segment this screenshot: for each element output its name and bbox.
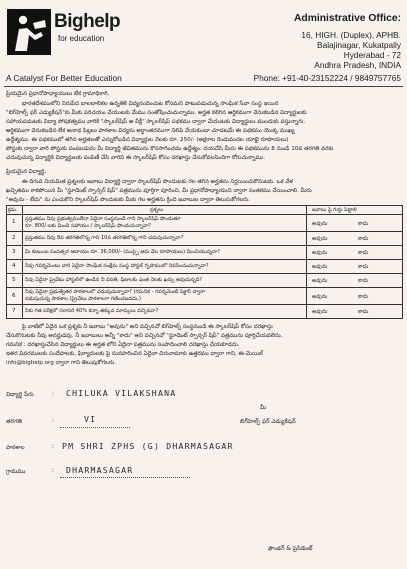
row-number: 6 xyxy=(12,293,16,299)
col-question-header: ప్రశ్నలు xyxy=(150,207,164,213)
answer-yes[interactable]: అవును xyxy=(312,264,328,270)
row-number: 2 xyxy=(12,235,16,241)
scholarship-letter: Bighelp for education A Catalyst For Better Education Administrative Office: 16, HIGH. (Duplex), APHB. Balajinagar, Kukatpally Hyderabad - 72 Andhra Pradesh, INDIA Phone: +91-40-23152224 / 9849757765 ప్రియమైన ప్రధానోపాధ్యాయులు లేక గ్రామాధికారి, భారతదేశములోని నిరుపేద బాలబాలికల ఉన్నతికి విద్యనందించుట కోసమని పాటుపడుచున్న సాంఘిక సేవా సంస్థ ఇయిన "బిగ్‌హెల్ప్ ఫర్ ఎడ్యుకేషన్"కు మీకు పరిచయం చేయుటకు మేము సంతోషించుచున్నాము. అర్హత కలిగిన ఆర్థికముగా వెనుకబడిన విద్యార్థులకు సహాయపడుటకు విద్యా పోషకత్వము వారికి "స్కాలర్‌షిప్ ఆ వీక్లీ" స్కాలర్‌షిప్ పథకము ద్వారా చేయుటకు విద్యార్థులు ముందుకు వస్తున్నారు. ఆర్థికముగా వెనుకబడిన లేక అనాథ పిల్లలు పాఠశాల విద్యను అర్థాంతరముగా నిలిపి వేయకుండా చూడటమే ఈ పథకము యొక్క ముఖ్య ఉద్దేశ్యము. ఈ పథకములో తగిన అర్హతలతో ఎన్నుకోబడిన విద్యార్థుల నెలకు రూ. 250/- (అక్షరాల రెండువందల యాభై రూపాయలు) పోస్టుకు ద్వారా వారి పోస్టుకు పంపబడును మీ విద్యార్థి జీవితమును కొనసాగించడం ఉద్దేశ్యం. దయచేసి మీరు ఈ పథకమును 8 నుండి 10వ తరగతి వరకు చదువుచున్న విద్యార్థికి విద్యార్థులకు పంపిణీ చేసి వారిని ఈ స్కాలర్‌షిప్ కోసం దరఖాస్తు చేసుకోవలసిందిగా కోరుచున్నాము. ప్రియమైన విద్యార్థి, ఈ దిగువ నియమిత ప్రశ్నలకు జవాబు విద్యార్థి ద్వారా స్కాలర్‌షిప్ పొందుటకు గల తగిన అర్హతను నిర్ణయించుకొనుటకు. ఒక వేళ ఖచ్చితము కాకపోయిన మీ "స్టూడెంట్ స్పాన్సర్ షిప్" పత్రమును పూర్తిగా పూరించి, మీ ప్రధానోపాధ్యాయుని ద్వారా సంతకము చేయించాలి. మీరు "అవును - లేదు" ను ఎంచుకొని స్కాలర్‌షిప్ పొందుటకు మీకు గల అర్హతను క్రింది జవాబుల ద్వారా తెలుసుకోగలరు. క్రమ. ప్రశ్నలు జవాబు పై గుర్తు పెట్టాలి 1 ప్రస్తుతము నీవు ప్రభుత్వములేదా ఏదైనా సంస్థనుండి గాని స్కాలర్‌షిప్ పొందుతూ రూ. 800/-లకు మించి సహాయం / స్కాలర్‌షిప్ పొందుచున్నావా? అవును కాదు 2 ప్రస్తుతము నీవు 8వ తరగతిలోన్న గాని 10వ తరగతిలోన్న గాని చదువుచున్నావా? అవును కాదు 3 మీ కుటుంబ సంవత్సర ఆదాయం రూ. 36,000/- (ముప్పై ఆరు వేల రూపాయలు) మించియున్నదా? అవును కాదు 4 నీవు గవర్నమెంటు వారి ఏదైనా సాంఘిక సంక్షేమ సంస్థ హాస్టల్ గృహములో నివసించుచున్నావా? అవును కాదు 5 నీవు ఏదైనా ప్రైవేటు హాస్టల్‌లో ఉండిన నీ వసతి, ఫీజులకు ఎంత నెలకు ఖర్చు అవుచున్నది? అవును కాదు 6 నీవు ఏదైనా ప్రభుత్వేతర పాఠశాలలో చదువుచున్నావా? (గమనిక - గవర్నమెంట్ సెక్టార్ ద్వారా నడుపుచున్న పాఠశాల (ప్రైవేటు పాఠశాలగా గణించబడదు.) అవును కాదు 7 నీకు గత పరీక్షలో సరాసరి 40% కన్నా తక్కువ మార్కులు వచ్చినవా? అవును కాదు పై వాటిలో ఏదైన ఒక ప్రశ్నకు నీ జవాబు "అవును" అని వచ్చినచో బిగ్‌హెల్ప్ సంస్థనుండి ఈ స్కాలర్‌షిప్ కోసం దరఖాస్తు చేసుకొనుటకు నీవు అనర్హుడవు. నీ జవాబులు అన్నీ "కాదు" అని వచ్చినచో "స్టూడెంట్ స్పాన్సర్ షిప్" పత్రమును పూర్తిచేయవలెను. గమనిక : దరఖాస్తుచేసిన విద్యార్థులు ఈ అర్హత లోని ఏదైనా పత్రమును సంపాదించాలి దరఖాస్తు చేయకూడదు. ఇతర వివరములకు సందేహలకు, ఫిర్యాదులకు పై నుదహరించిన ఏదైనా చిరునామాకు ఉత్తరము ద్వారా గాని, ఈ-మెయిల్ info@bighelp.org ద్వారా గాని తెలుపుకోగలరు. విద్యార్థి పేరు : CHILUKA VILAKSHANA మీ తరగతి : VI బిగ్‌హెల్ప్ ఫర్ ఎడ్యుకేషన్ పాఠశాల : PM SHRI ZPHS (G) DHARMASAGAR గ్రామము : DHARMASAGAR ఫౌండర్ & ప్రెసిడెంట్ xyxy=(0,0,407,569)
salutation-parents: ప్రియమైన ప్రధానోపాధ్యాయులు లేక గ్రామాధికారి, xyxy=(6,91,110,97)
bighelp-logo-icon xyxy=(5,7,53,57)
answer-no[interactable]: కాదు xyxy=(358,264,369,270)
answer-no[interactable]: కాదు xyxy=(358,221,369,227)
instruction-line: ఖచ్చితము కాకపోయిన మీ "స్టూడెంట్ స్పాన్సర్ షిప్" పత్రమును పూర్తిగా పూరించి, మీ ప్రధానోపాధ్యాయుని ద్వారా సంతకము చేయించాలి. మీరు xyxy=(6,188,312,194)
answer-no[interactable]: కాదు xyxy=(358,294,369,300)
closing-line: గమనిక : దరఖాస్తుచేసిన విద్యార్థులు ఈ అర్హత లోని ఏదైనా పత్రమును సంపాదించాలి దరఖాస్తు చేయకూడదు. xyxy=(6,342,240,348)
student-name-label: విద్యార్థి పేరు xyxy=(6,392,34,398)
answer-yes[interactable]: అవును xyxy=(312,236,328,242)
answer-no[interactable]: కాదు xyxy=(358,278,369,284)
intro-line: ఆర్థికముగా వెనుకబడిన లేక అనాథ పిల్లలు పాఠశాల విద్యను అర్థాంతరముగా నిలిపి వేయకుండా చూడటమే ఈ పథకము యొక్క ముఖ్య xyxy=(6,128,295,134)
row-number: 5 xyxy=(12,277,16,283)
office-title: Administrative Office: xyxy=(294,13,401,24)
class-label: తరగతి xyxy=(6,419,22,425)
founder-title: ఫౌండర్ & ప్రెసిడెంట్ xyxy=(268,546,313,552)
address-line: Hyderabad - 72 xyxy=(343,50,401,60)
village-label: గ్రామము xyxy=(6,469,26,475)
closing-line: చేసుకొనుటకు నీవు అనర్హుడవు. నీ జవాబులు అన్నీ "కాదు" అని వచ్చినచో "స్టూడెంట్ స్పాన్సర్ షిప్" పత్రమును పూర్తిచేయవలెను. xyxy=(6,333,283,339)
address-line: Andhra Pradesh, INDIA xyxy=(314,60,401,70)
answer-yes[interactable]: అవును xyxy=(312,250,328,256)
question-line: నీవు గవర్నమెంటు వారి ఏదైనా సాంఘిక సంక్షేమ సంస్థ హాస్టల్ గృహములో నివసించుచున్నావా? xyxy=(25,263,209,269)
contact-email-line: info@bighelp.org ద్వారా గాని తెలుపుకోగలరు. xyxy=(6,360,117,366)
question-line: ప్రస్తుతము నీవు ప్రభుత్వములేదా ఏదైనా సంస్థనుండి గాని స్కాలర్‌షిప్ పొందుతూ xyxy=(25,216,181,222)
closing-line: పై వాటిలో ఏదైన ఒక ప్రశ్నకు నీ జవాబు "అవును" అని వచ్చినచో బిగ్‌హెల్ప్ సంస్థనుండి ఈ స్కాలర్‌షిప్ కోసం దరఖాస్తు xyxy=(22,324,273,330)
answer-yes[interactable]: అవును xyxy=(312,309,328,315)
closing-line: ఇతర వివరములకు సందేహలకు, ఫిర్యాదులకు పై నుదహరించిన ఏదైనా చిరునామాకు ఉత్తరము ద్వారా గాని, ఈ-మెయిల్ xyxy=(6,351,264,357)
answer-no[interactable]: కాదు xyxy=(358,309,369,315)
org-signature: బిగ్‌హెల్ప్ ఫర్ ఎడ్యుకేషన్ xyxy=(240,419,296,425)
header-divider xyxy=(4,86,403,87)
instruction-line: ఈ దిగువ నియమిత ప్రశ్నలకు జవాబు విద్యార్థి ద్వారా స్కాలర్‌షిప్ పొందుటకు గల తగిన అర్హతను నిర్ణయించుకొనుటకు. ఒక వేళ xyxy=(22,179,294,185)
question-line: నీవు ఏదైనా ప్రైవేటు హాస్టల్‌లో ఉండిన నీ వసతి, ఫీజులకు ఎంత నెలకు ఖర్చు అవుచున్నది? xyxy=(25,277,203,283)
intro-line: "బిగ్‌హెల్ప్ ఫర్ ఎడ్యుకేషన్"కు మీకు పరిచయం చేయుటకు మేము సంతోషించుచున్నాము. అర్హత కలిగిన ఆర్థికముగా వెనుకబడిన విద్యార్థులకు xyxy=(6,110,307,116)
intro-line: పోస్టుకు ద్వారా వారి పోస్టుకు పంపబడును మీ విద్యార్థి జీవితమును కొనసాగించడం ఉద్దేశ్యం. దయచేసి మీరు ఈ పథకమును 8 నుండి 10వ తరగతి వరకు xyxy=(6,146,334,152)
address-line: 16, HIGH. (Duplex), APHB. xyxy=(301,30,401,40)
village-value[interactable]: DHARMASAGAR xyxy=(66,465,134,475)
tagline: A Catalyst For Better Education xyxy=(6,73,122,83)
class-value[interactable]: VI xyxy=(84,414,97,424)
phone: Phone: +91-40-23152224 / 9849757765 xyxy=(253,73,401,83)
village-underline xyxy=(60,477,190,478)
row-number: 4 xyxy=(12,263,16,269)
question-line: నీవు ఏదైనా ప్రభుత్వేతర పాఠశాలలో చదువుచున్నావా? (గమనిక - గవర్నమెంట్ సెక్టార్ ద్వారా xyxy=(25,289,205,295)
answer-yes[interactable]: అవును xyxy=(312,278,328,284)
brand-subtitle: for education xyxy=(58,34,105,43)
intro-line: ఉద్దేశ్యము. ఈ పథకములో తగిన అర్హతలతో ఎన్నుకోబడిన విద్యార్థుల నెలకు రూ. 250/- (అక్షరాల రెండువందల యాభై రూపాయలు) xyxy=(6,137,289,143)
address-line: Balajinagar, Kukatpally xyxy=(317,40,401,50)
question-line: మీ కుటుంబ సంవత్సర ఆదాయం రూ. 36,000/- (ముప్పై ఆరు వేల రూపాయలు) మించియున్నదా? xyxy=(25,249,221,255)
question-line: నడుపుచున్న పాఠశాల (ప్రైవేటు పాఠశాలగా గణించబడదు.) xyxy=(25,296,142,302)
answer-no[interactable]: కాదు xyxy=(358,250,369,256)
class-underline xyxy=(60,427,130,428)
intro-line: సహాయపడుటకు విద్యా పోషకత్వము వారికి "స్కాలర్‌షిప్ ఆ వీక్లీ" స్కాలర్‌షిప్ పథకము ద్వారా చేయుటకు విద్యార్థులు ముందుకు వస్తున్నారు. xyxy=(6,119,306,125)
answer-no[interactable]: కాదు xyxy=(358,236,369,242)
question-line: రూ. 800/-లకు మించి సహాయం / స్కాలర్‌షిప్ పొందుచున్నావా? xyxy=(25,223,152,229)
intro-line: భారతదేశములోని నిరుపేద బాలబాలికల ఉన్నతికి విద్యనందించుట కోసమని పాటుపడుచున్న సాంఘిక సేవా సంస్థ ఇయిన xyxy=(22,101,279,107)
question-line: నీకు గత పరీక్షలో సరాసరి 40% కన్నా తక్కువ మార్కులు వచ్చినవా? xyxy=(25,308,159,314)
intro-line: చదువుచున్న విద్యార్థికి విద్యార్థులకు పంపిణీ చేసి వారిని ఈ స్కాలర్‌షిప్ కోసం దరఖాస్తు చేసుకోవలసిందిగా కోరుచున్నాము. xyxy=(6,155,266,161)
answer-yes[interactable]: అవును xyxy=(312,221,328,227)
question-line: ప్రస్తుతము నీవు 8వ తరగతిలోన్న గాని 10వ తరగతిలోన్న గాని చదువుచున్నావా? xyxy=(25,235,184,241)
row-number: 7 xyxy=(12,308,16,314)
school-value[interactable]: PM SHRI ZPHS (G) DHARMASAGAR xyxy=(62,441,234,451)
student-name-value[interactable]: CHILUKA VILAKSHANA xyxy=(66,388,177,398)
school-label: పాఠశాల xyxy=(6,445,25,451)
instruction-line: "అవును - లేదు" ను ఎంచుకొని స్కాలర్‌షిప్ పొందుటకు మీకు గల అర్హతను క్రింది జవాబుల ద్వారా తెలుసుకోగలరు. xyxy=(6,197,251,203)
answer-yes[interactable]: అవును xyxy=(312,294,328,300)
row-number: 1 xyxy=(12,219,16,225)
closing-word: మీ xyxy=(260,405,267,411)
col-no-header: క్రమ. xyxy=(8,207,18,213)
brand-name: Bighelp xyxy=(54,11,121,32)
row-number: 3 xyxy=(12,249,16,255)
salutation-student: ప్రియమైన విద్యార్థి, xyxy=(6,169,47,175)
col-answer-header: జవాబు పై గుర్తు పెట్టాలి xyxy=(312,207,357,213)
